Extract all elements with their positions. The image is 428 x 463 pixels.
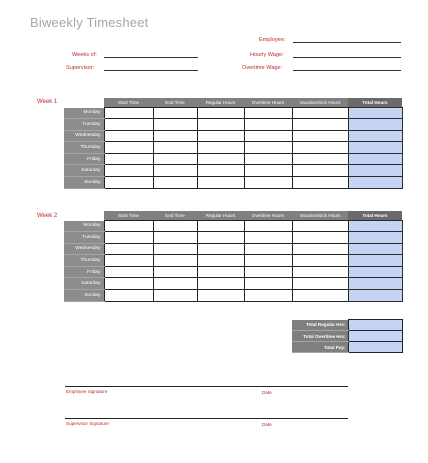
- total-hours-cell[interactable]: [348, 290, 402, 302]
- time-entry-cell[interactable]: [197, 290, 244, 302]
- time-entry-cell[interactable]: [153, 290, 197, 302]
- employee-date-label: Date: [262, 390, 272, 395]
- col-end-time: End Time: [153, 98, 197, 108]
- time-entry-cell[interactable]: [292, 221, 348, 232]
- total-overtime-label: Total Overtime Hrs:: [292, 331, 348, 342]
- table-row: [64, 108, 402, 119]
- corner-cell: [64, 98, 104, 108]
- time-entry-cell[interactable]: [104, 290, 153, 302]
- col-end-time: End Time: [153, 211, 197, 221]
- total-hours-cell[interactable]: [348, 266, 402, 278]
- time-entry-cell[interactable]: [153, 153, 197, 165]
- col-start-time: Start Time: [104, 98, 153, 108]
- time-entry-cell[interactable]: [244, 278, 292, 290]
- col-vacation-sick-hours: Vacation/Sick Hours: [292, 211, 348, 221]
- total-regular-field[interactable]: [348, 320, 402, 331]
- time-entry-cell[interactable]: [104, 165, 153, 177]
- day-label: Saturday: [64, 278, 104, 290]
- time-entry-cell[interactable]: [244, 177, 292, 189]
- total-hours-cell[interactable]: [348, 278, 402, 290]
- time-entry-cell[interactable]: [244, 243, 292, 255]
- total-pay-field[interactable]: [348, 342, 402, 353]
- total-regular-label: Total Regular Hrs:: [292, 320, 348, 331]
- total-hours-cell[interactable]: [348, 255, 402, 267]
- time-entry-cell[interactable]: [104, 232, 153, 244]
- time-entry-cell[interactable]: [292, 255, 348, 267]
- time-entry-cell[interactable]: [104, 255, 153, 267]
- employee-signature-label: Employee Signature: [66, 389, 108, 394]
- corner-cell: [64, 211, 104, 221]
- table-row: [64, 142, 402, 154]
- week-1-table: [64, 98, 403, 189]
- overtime-wage-label: Overtime Wage:: [242, 65, 283, 71]
- time-entry-cell[interactable]: [197, 266, 244, 278]
- col-vacation-sick-hours: Vacation/Sick Hours: [292, 98, 348, 108]
- overtime-wage-field[interactable]: [293, 70, 401, 71]
- supervisor-label: Supervisor:: [66, 65, 95, 71]
- time-entry-cell[interactable]: [197, 108, 244, 119]
- supervisor-signature-label: Supervisor Signature: [66, 421, 109, 426]
- day-label: Thursday: [64, 255, 104, 267]
- day-label: Monday: [64, 108, 104, 119]
- time-entry-cell[interactable]: [153, 232, 197, 244]
- time-entry-cell[interactable]: [197, 119, 244, 131]
- time-entry-cell[interactable]: [292, 119, 348, 131]
- time-entry-cell[interactable]: [104, 266, 153, 278]
- time-entry-cell[interactable]: [244, 108, 292, 119]
- table-row: [64, 165, 402, 177]
- time-entry-cell[interactable]: [244, 232, 292, 244]
- employee-label: Employee:: [259, 37, 286, 43]
- time-entry-cell[interactable]: [153, 243, 197, 255]
- total-hours-cell[interactable]: [348, 165, 402, 177]
- time-entry-cell[interactable]: [104, 119, 153, 131]
- time-entry-cell[interactable]: [292, 130, 348, 142]
- time-entry-cell[interactable]: [292, 290, 348, 302]
- time-entry-cell[interactable]: [292, 153, 348, 165]
- time-entry-cell[interactable]: [197, 232, 244, 244]
- total-hours-cell[interactable]: [348, 142, 402, 154]
- supervisor-signature-line[interactable]: [65, 418, 348, 419]
- time-entry-cell[interactable]: [244, 130, 292, 142]
- total-hours-cell[interactable]: [348, 108, 402, 119]
- col-overtime-hours: Overtime Hours: [244, 98, 292, 108]
- supervisor-field[interactable]: [104, 70, 198, 71]
- table-row: [64, 232, 402, 244]
- hourly-wage-field[interactable]: [293, 57, 401, 58]
- weeks-of-field[interactable]: [104, 57, 198, 58]
- time-entry-cell[interactable]: [153, 119, 197, 131]
- time-entry-cell[interactable]: [197, 255, 244, 267]
- day-label: Friday: [64, 266, 104, 278]
- week-1-label: Week 1: [37, 99, 58, 105]
- total-hours-cell[interactable]: [348, 119, 402, 131]
- total-hours-cell[interactable]: [348, 243, 402, 255]
- col-start-time: Start Time: [104, 211, 153, 221]
- day-label: Monday: [64, 221, 104, 232]
- table-row: [64, 290, 402, 302]
- time-entry-cell[interactable]: [244, 221, 292, 232]
- col-overtime-hours: Overtime Hours: [244, 211, 292, 221]
- time-entry-cell[interactable]: [244, 142, 292, 154]
- time-entry-cell[interactable]: [197, 278, 244, 290]
- table-row: [64, 221, 402, 232]
- time-entry-cell[interactable]: [292, 142, 348, 154]
- day-label: Wednesday: [64, 243, 104, 255]
- time-entry-cell[interactable]: [292, 177, 348, 189]
- day-label: Tuesday: [64, 119, 104, 131]
- day-label: Wednesday: [64, 130, 104, 142]
- supervisor-date-label: Date: [262, 422, 272, 427]
- time-entry-cell[interactable]: [292, 278, 348, 290]
- time-entry-cell[interactable]: [244, 119, 292, 131]
- weeks-of-label: Weeks of:: [72, 52, 97, 58]
- day-label: Sunday: [64, 177, 104, 189]
- table-row: [64, 243, 402, 255]
- time-entry-cell[interactable]: [197, 130, 244, 142]
- table-row: [64, 266, 402, 278]
- day-label: Thursday: [64, 142, 104, 154]
- time-entry-cell[interactable]: [104, 130, 153, 142]
- time-entry-cell[interactable]: [153, 165, 197, 177]
- time-entry-cell[interactable]: [104, 177, 153, 189]
- total-hours-cell[interactable]: [348, 153, 402, 165]
- time-entry-cell[interactable]: [197, 142, 244, 154]
- time-entry-cell[interactable]: [153, 108, 197, 119]
- time-entry-cell[interactable]: [104, 243, 153, 255]
- week-2-table: [64, 211, 403, 302]
- total-hours-cell[interactable]: [348, 177, 402, 189]
- summary-table: [292, 319, 403, 353]
- employee-field[interactable]: [293, 42, 401, 43]
- employee-signature-line[interactable]: [65, 386, 348, 387]
- table-row: [64, 119, 402, 131]
- time-entry-cell[interactable]: [104, 153, 153, 165]
- time-entry-cell[interactable]: [153, 177, 197, 189]
- time-entry-cell[interactable]: [244, 153, 292, 165]
- time-entry-cell[interactable]: [244, 266, 292, 278]
- time-entry-cell[interactable]: [197, 221, 244, 232]
- time-entry-cell[interactable]: [292, 165, 348, 177]
- time-entry-cell[interactable]: [153, 255, 197, 267]
- time-entry-cell[interactable]: [153, 221, 197, 232]
- table-row: [64, 278, 402, 290]
- time-entry-cell[interactable]: [153, 130, 197, 142]
- col-regular-hours: Regular Hours: [197, 211, 244, 221]
- col-total-hours: Total Hours: [348, 98, 402, 108]
- col-total-hours: Total Hours: [348, 211, 402, 221]
- time-entry-cell[interactable]: [197, 243, 244, 255]
- day-label: Saturday: [64, 165, 104, 177]
- time-entry-cell[interactable]: [153, 278, 197, 290]
- time-entry-cell[interactable]: [292, 108, 348, 119]
- day-label: Friday: [64, 153, 104, 165]
- day-label: Tuesday: [64, 232, 104, 244]
- time-entry-cell[interactable]: [244, 255, 292, 267]
- day-label: Sunday: [64, 290, 104, 302]
- total-hours-cell[interactable]: [348, 130, 402, 142]
- time-entry-cell[interactable]: [292, 232, 348, 244]
- time-entry-cell[interactable]: [244, 290, 292, 302]
- table-row: [64, 177, 402, 189]
- week-2-label: Week 2: [37, 213, 58, 219]
- table-row: [64, 130, 402, 142]
- total-overtime-field[interactable]: [348, 331, 402, 342]
- time-entry-cell[interactable]: [197, 165, 244, 177]
- time-entry-cell[interactable]: [153, 266, 197, 278]
- table-row: [64, 255, 402, 267]
- total-pay-label: Total Pay:: [292, 342, 348, 353]
- time-entry-cell[interactable]: [292, 243, 348, 255]
- page-title: Biweekly Timesheet: [30, 15, 149, 30]
- hourly-wage-label: Hourly Wage:: [250, 52, 284, 58]
- time-entry-cell[interactable]: [292, 266, 348, 278]
- time-entry-cell[interactable]: [104, 221, 153, 232]
- total-hours-cell[interactable]: [348, 221, 402, 232]
- col-regular-hours: Regular Hours: [197, 98, 244, 108]
- total-hours-cell[interactable]: [348, 232, 402, 244]
- time-entry-cell[interactable]: [153, 142, 197, 154]
- time-entry-cell[interactable]: [104, 108, 153, 119]
- time-entry-cell[interactable]: [104, 278, 153, 290]
- time-entry-cell[interactable]: [197, 153, 244, 165]
- time-entry-cell[interactable]: [104, 142, 153, 154]
- time-entry-cell[interactable]: [244, 165, 292, 177]
- table-row: [64, 153, 402, 165]
- time-entry-cell[interactable]: [197, 177, 244, 189]
